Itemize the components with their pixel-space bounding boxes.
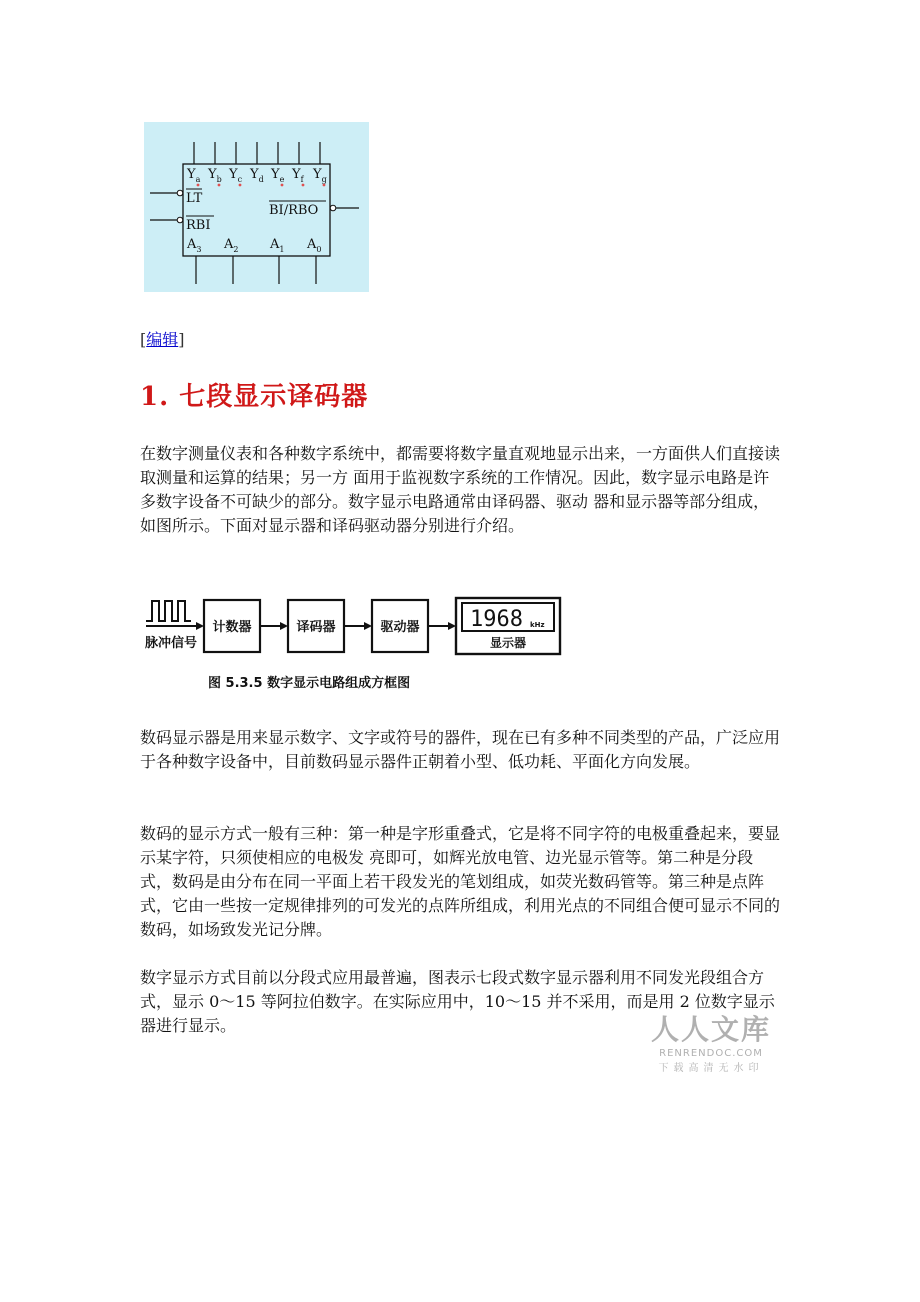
arrow-head (280, 622, 288, 630)
decoder-chip-diagram (144, 122, 369, 292)
watermark (648, 1014, 774, 1076)
output-label: $Y_b$ (208, 167, 222, 184)
lt-inversion-bubble (177, 190, 183, 196)
edit-section-link (140, 327, 185, 350)
lt-label: LT (186, 191, 203, 206)
decoder-label: 译码器 (296, 620, 336, 635)
watermark-title: 人人文库 (650, 1013, 771, 1046)
input-label: $A_1$ (270, 237, 285, 254)
rbi-label: RBI (186, 218, 211, 233)
input-label: $A_0$ (307, 237, 322, 254)
pulse-waveform-icon (146, 601, 191, 621)
paragraph-segment-display: 数字显示方式目前以分段式应用最普遍，图表示七段式数字显示器利用不同发光段组合方式，显示 0～15 等阿拉伯数字。在实际应用中，10～15 并不采用，而是用 2 位数字显示器进行显示。 (140, 968, 775, 1035)
arrow-head (364, 622, 372, 630)
display-unit: kHz (530, 621, 545, 629)
edit-bracket-close: ] (178, 330, 185, 349)
watermark-subtitle: 下载高清无水印 (658, 1063, 764, 1074)
rbi-inversion-bubble (177, 217, 183, 223)
edit-bracket-open: [ (140, 330, 147, 349)
edit-link[interactable]: 编辑 (146, 330, 179, 349)
arrow-head (448, 622, 456, 630)
paragraph-intro: 在数字测量仪表和各种数字系统中，都需要将数字量直观地显示出来，一方面供人们直接读取测量和运算的结果；另一方 面用于监视数字系统的工作情况。因此，数字显示电路是许多数字设备不可缺少的部分。数字显示电路通常由译码器、驱动 器和显示器等部分组成，如图所示。下面对显示器和译码驱动器分别进行介绍。 (140, 444, 781, 535)
display-value: 1968 (470, 607, 523, 632)
input-label: $A_2$ (224, 237, 239, 254)
signal-label: 脉冲信号 (145, 636, 198, 651)
paragraph-display-devices: 数码显示器是用来显示数字、文字或符号的器件，现在已有多种不同类型的产品，广泛应用于各种数字设备中，目前数码显示器件正朝着小型、低功耗、平面化方向发展。 (140, 728, 781, 771)
display-circuit-block-diagram (144, 593, 564, 695)
output-label: $Y_d$ (250, 167, 264, 184)
display-label: 显示器 (489, 636, 527, 650)
output-label: $Y_f$ (292, 167, 304, 184)
arrow-head (196, 622, 204, 630)
output-label: $Y_e$ (271, 167, 285, 184)
paragraph-display-methods: 数码的显示方式一般有三种：第一种是字形重叠式，它是将不同字符的电极重叠起来，要显示某字符，只须使相应的电极发 亮即可，如辉光放电管、边光显示管等。第二种是分段式，数码是由分布在同一平面上若干段发光的笔划组成，如荧光数码管等。第三种是点阵式，它由一些按一定规律排列的可发光的点阵所组成，利用光点的不同组合便可显示不同的数码，如场致发光记分牌。 (140, 824, 781, 939)
driver-label: 驱动器 (380, 620, 420, 635)
output-label: $Y_a$ (187, 167, 201, 184)
figure-caption: 图 5.3.5 数字显示电路组成方框图 (208, 676, 411, 691)
bi-rbo-inversion-bubble (330, 205, 336, 211)
watermark-site: RENRENDOC.COM (659, 1048, 763, 1059)
input-label: $A_3$ (187, 237, 202, 254)
output-label: $Y_c$ (229, 167, 243, 184)
section-title: 1. 七段显示译码器 (140, 382, 369, 412)
output-label: $Y_g$ (313, 167, 327, 184)
counter-label: 计数器 (212, 620, 252, 635)
bi-rbo-label: BI/RBO (269, 203, 319, 218)
